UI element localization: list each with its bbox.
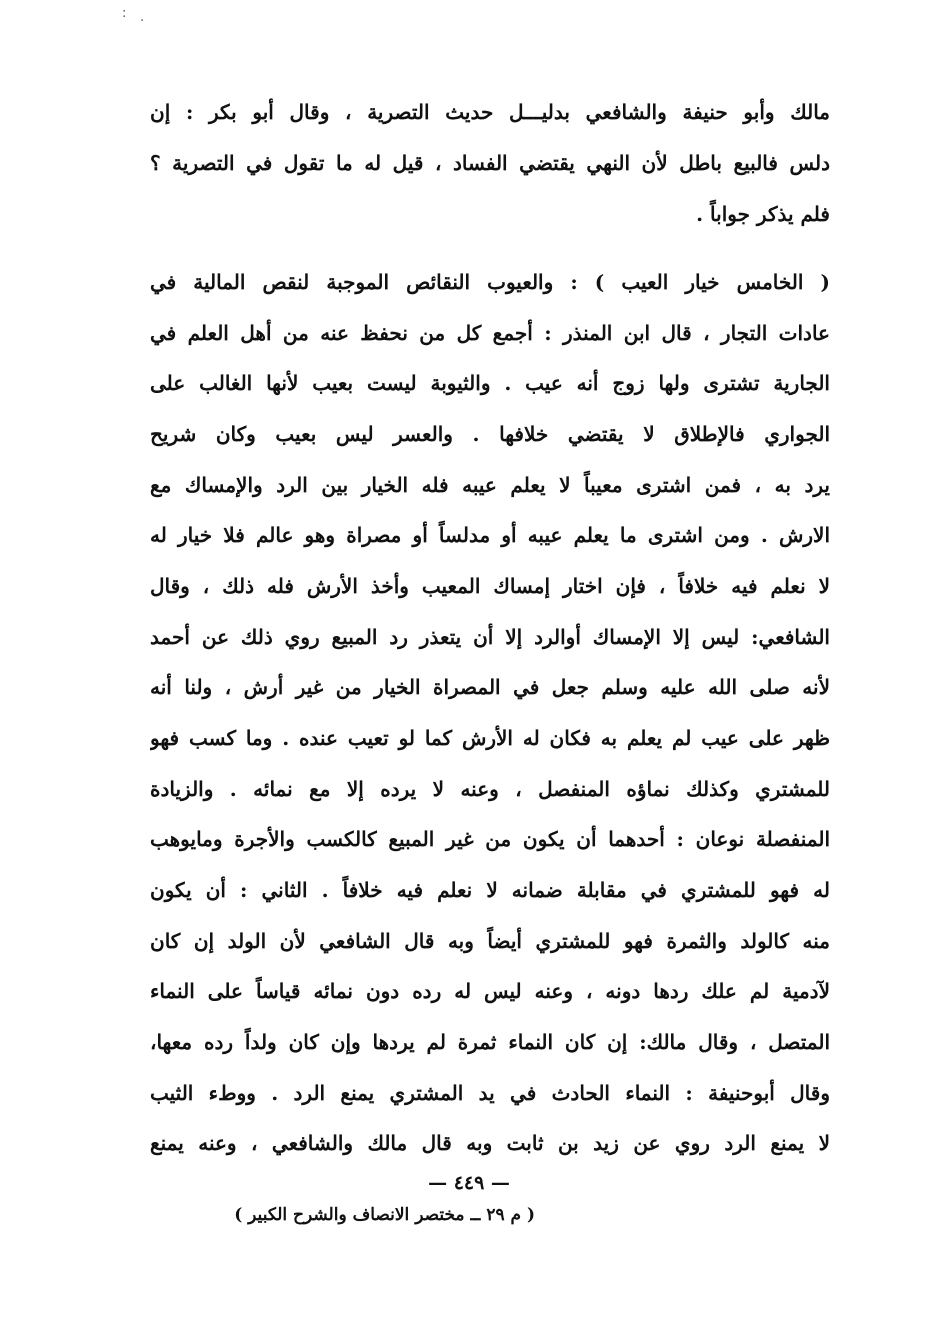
text-line: ( الخامس خيار العيب ) : والعيوب النقائص الموجبة لنقص المالية في xyxy=(150,270,830,294)
text-line: للمشتري وكذلك نماؤه المنفصل ، وعنه لا يرده إلا مع نمائه . والزيادة xyxy=(150,777,830,801)
page-number: — ٤٤٩ — xyxy=(428,1172,510,1194)
text-line: لا يمنع الرد روي عن زيد بن ثابت وبه قال مالك والشافعي ، وعنه يمنع xyxy=(150,1131,830,1155)
text-line: فلم يذكر جواباً . xyxy=(696,202,830,226)
text-line: المتصل ، وقال مالك: إن كان النماء ثمرة لم يردها وإن كان ولداً رده معها، xyxy=(150,1030,830,1054)
text-line: دلس فالبيع باطل لأن النهي يقتضي الفساد ، قيل له ما تقول في التصرية ؟ xyxy=(150,151,830,175)
scan-artifact-mark: · xyxy=(140,14,145,29)
text-line: له فهو للمشتري في مقابلة ضمانه لا نعلم فيه خلافاً . الثاني : أن يكون xyxy=(150,878,830,902)
text-line: عادات التجار ، قال ابن المنذر : أجمع كل من نحفظ عنه من أهل العلم في xyxy=(150,321,830,345)
text-line: لآدمية لم علك ردها دونه ، وعنه ليس له رده دون نمائه قياساً على النماء xyxy=(150,979,830,1003)
text-line: الجواري فالإطلاق لا يقتضي خلافها . والعسر ليس بعيب وكان شريح xyxy=(150,422,830,446)
footer-note: ( م ٢٩ ــ مختصر الانصاف والشرح الكبير ) xyxy=(234,1205,535,1225)
text-line: المنفصلة نوعان : أحدهما أن يكون من غير المبيع كالكسب والأجرة ومايوهب xyxy=(150,827,830,851)
text-line: لأنه صلى الله عليه وسلم جعل في المصراة الخيار من غير أرش ، ولنا أنه xyxy=(150,675,830,699)
text-line: لا نعلم فيه خلافاً ، فإن اختار إمساك المعيب وأخذ الأرش فله ذلك ، وقال xyxy=(150,574,830,598)
text-line: منه كالولد والثمرة فهو للمشتري أيضاً وبه قال الشافعي لأن الولد إن كان xyxy=(150,929,830,953)
text-line: يرد به ، فمن اشترى معيباً لا يعلم عيبه فله الخيار بين الرد والإمساك مع xyxy=(150,473,830,497)
text-line: وقال أبوحنيفة : النماء الحادث في يد المشتري يمنع الرد . ووطء الثيب xyxy=(150,1081,830,1105)
text-line: الشافعي: ليس إلا الإمساك أوالرد إلا أن يتعذر رد المبيع روي ذلك عن أحمد xyxy=(150,625,830,649)
text-line: مالك وأبو حنيفة والشافعي بدليـــل حديث التصرية ، وقال أبو بكر : إن xyxy=(150,100,830,124)
text-line: الجارية تشترى ولها زوج أنه عيب . والثيوبة ليست بعيب لأنها الغالب على xyxy=(150,371,830,395)
text-line: ظهر على عيب لم يعلم به فكان له الأرش كما لو تعيب عنده . وما كسب فهو xyxy=(150,726,830,750)
text-line: الارش . ومن اشترى ما يعلم عيبه أو مدلساً أو مصراة وهو عالم فلا خيار له xyxy=(150,523,830,547)
scan-artifact-mark: : xyxy=(122,6,127,21)
